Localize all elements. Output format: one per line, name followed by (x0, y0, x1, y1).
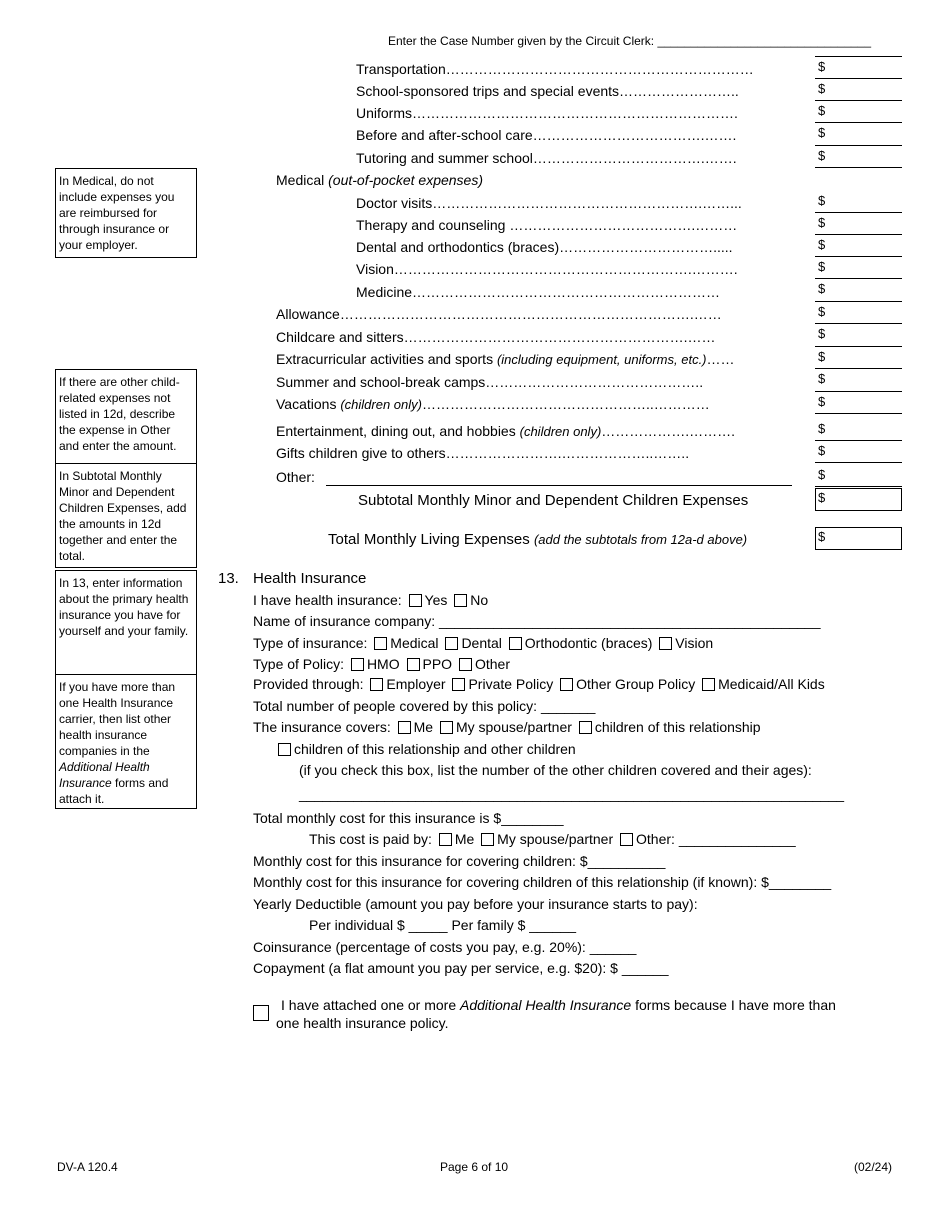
children-note: (if you check this box, list the number of the other children covered and their ages): (299, 762, 812, 778)
therapy-label: Therapy and counseling ………………………………….……… (356, 217, 738, 233)
insurance-company-row (253, 613, 821, 629)
policy-hmo-checkbox[interactable] (351, 658, 364, 671)
other-dollar: $ (818, 467, 826, 482)
provided-medicaid-label: Medicaid/All Kids (718, 676, 825, 692)
attached-forms-checkbox[interactable] (253, 1005, 269, 1021)
summer-camps-label: Summer and school-break camps……………………………………….. (276, 374, 704, 390)
total-label (328, 531, 747, 548)
school-trips-label: School-sponsored trips and special events…………………….. (356, 83, 739, 99)
case-number-line (388, 34, 871, 48)
entertainment-amount-field[interactable] (815, 440, 902, 441)
cost-children-row (253, 853, 665, 869)
childcare-label: Childcare and sitters…………………………………………………….…… (276, 329, 716, 345)
gifts-dollar: $ (818, 443, 826, 458)
form-id: DV-A 120.4 (57, 1160, 118, 1174)
amount-top-rule (815, 56, 902, 57)
entertainment-text: Entertainment, dining out, and hobbies (276, 423, 516, 439)
policy-type-row (253, 656, 510, 672)
per-individual-field[interactable]: _____ (408, 917, 448, 933)
paid-other-field[interactable]: _______________ (678, 831, 796, 847)
transportation-label: Transportation………………………………………………………… (356, 61, 754, 77)
total-dollar: $ (818, 529, 826, 544)
allowance-amount-field[interactable] (815, 323, 902, 324)
deductible-row (309, 917, 576, 933)
type-dental-checkbox[interactable] (445, 637, 458, 650)
copayment-label: Copayment (a flat amount you pay per service, e.g. $20): $ (253, 960, 618, 976)
policy-type-label: Type of Policy: (253, 656, 345, 672)
type-medical-label: Medical (390, 635, 439, 651)
extracurricular-label (276, 351, 735, 367)
subtotal-amount-box[interactable] (815, 488, 902, 511)
have-insurance-no-checkbox[interactable] (454, 594, 467, 607)
other-label: Other: (276, 469, 315, 485)
copayment-row (253, 960, 669, 976)
vision-dollar: $ (818, 259, 826, 274)
vacations-label (276, 396, 710, 412)
school-trips-amount-field[interactable] (815, 100, 902, 101)
vacations-dollar: $ (818, 394, 826, 409)
revision-date: (02/24) (854, 1160, 893, 1174)
covers-other-children-row (275, 741, 576, 757)
medical-heading-text: Medical (276, 172, 325, 188)
doctor-dollar: $ (818, 193, 826, 208)
attached-forms-line2: one health insurance policy. (276, 1015, 449, 1031)
dental-amount-field[interactable] (815, 256, 902, 257)
paid-other-checkbox[interactable] (620, 833, 633, 846)
vacations-amount-field[interactable] (815, 413, 902, 414)
uniforms-amount-field[interactable] (815, 122, 902, 123)
provided-through-row (253, 676, 825, 692)
coinsurance-label: Coinsurance (percentage of costs you pay, e.g. 20%): (253, 939, 586, 955)
total-label-text: Total Monthly Living Expenses (328, 531, 530, 548)
vacations-dots: …………………………………………..………… (422, 396, 710, 412)
case-number-label: Enter the Case Number given by the Circuit Clerk: (388, 34, 655, 48)
covers-children-relationship-label: children of this relationship (594, 719, 761, 735)
entertainment-note: (children only) (519, 424, 602, 439)
tutoring-dollar: $ (818, 148, 826, 163)
medicine-amount-field[interactable] (815, 301, 902, 302)
provided-employer-label: Employer (386, 676, 446, 692)
provided-private-checkbox[interactable] (452, 678, 465, 691)
gifts-amount-field[interactable] (815, 462, 902, 463)
before-after-care-label: Before and after-school care……………………………….……. (356, 127, 737, 143)
insurance-covers-label: The insurance covers: (253, 719, 391, 735)
before-after-amount-field[interactable] (815, 145, 902, 146)
coinsurance-field[interactable]: ______ (589, 939, 637, 955)
allowance-label: Allowance………………………………………………………………….…… (276, 306, 722, 322)
covers-other-children-checkbox[interactable] (278, 743, 291, 756)
insurance-company-field[interactable]: _________________________________________________ (438, 613, 821, 629)
summer-amount-field[interactable] (815, 391, 902, 392)
medical-heading-note: (out-of-pocket expenses) (328, 172, 483, 188)
paid-other-label: Other: (636, 831, 675, 847)
attached-forms-text-b: forms because I have more than (635, 997, 836, 1013)
other-instructions: If there are other child-related expenses not listed in 12d, describe the expense in Other and enter the amount. (55, 369, 197, 464)
medical-instructions: In Medical, do not include expenses you are reimbursed for through insurance or your employer. (55, 168, 197, 258)
cost-children-label: Monthly cost for this insurance for covering children: $ (253, 853, 588, 869)
type-vision-checkbox[interactable] (659, 637, 672, 650)
policy-ppo-checkbox[interactable] (407, 658, 420, 671)
monthly-cost-field[interactable]: ________ (501, 810, 564, 826)
entertainment-dots: ……………….………. (601, 423, 736, 439)
case-number-field[interactable]: ________________________________ (657, 34, 872, 48)
doctor-visits-label: Doctor visits………………………………………………….……... (356, 195, 742, 211)
extracurricular-note: (including equipment, uniforms, etc.) (496, 352, 707, 367)
policy-other-checkbox[interactable] (459, 658, 472, 671)
covers-spouse-checkbox[interactable] (440, 721, 453, 734)
section-number: 13. (218, 570, 239, 587)
provided-group-label: Other Group Policy (576, 676, 696, 692)
deductible-label: Yearly Deductible (amount you pay before your insurance starts to pay): (253, 896, 698, 912)
per-individual-label: Per individual $ (309, 917, 405, 933)
type-orthodontic-checkbox[interactable] (509, 637, 522, 650)
extracurricular-text: Extracurricular activities and sports (276, 351, 494, 367)
dental-label: Dental and orthodontics (braces)……………………………..... (356, 239, 733, 255)
type-dental-label: Dental (461, 635, 502, 651)
have-insurance-yes-checkbox[interactable] (409, 594, 422, 607)
copayment-field[interactable]: ______ (621, 960, 669, 976)
subtotal-label: Subtotal Monthly Minor and Dependent Children Expenses (358, 492, 749, 509)
vacations-text: Vacations (276, 396, 337, 412)
transportation-amount-field[interactable] (815, 78, 902, 79)
attached-forms-text-em: Additional Health Insurance (460, 997, 632, 1013)
covers-me-label: Me (413, 719, 434, 735)
total-label-note: (add the subtotals from 12a-d above) (533, 532, 748, 547)
gifts-label: Gifts children give to others…………………….………………..…….. (276, 445, 690, 461)
paid-by-label: This cost is paid by: (309, 831, 432, 847)
vision-label: Vision……………………………………………………….………. (356, 261, 738, 277)
vision-amount-field[interactable] (815, 278, 902, 279)
policy-ppo-label: PPO (422, 656, 453, 672)
have-insurance-row (253, 592, 488, 608)
covers-children-relationship-checkbox[interactable] (579, 721, 592, 734)
uniforms-label: Uniforms……………………………………………………………. (356, 105, 738, 121)
have-insurance-yes-label: Yes (424, 592, 448, 608)
transportation-dollar: $ (818, 59, 826, 74)
have-insurance-no-label: No (470, 592, 489, 608)
summer-dollar: $ (818, 371, 826, 386)
policy-other-label: Other (474, 656, 510, 672)
paid-me-checkbox[interactable] (439, 833, 452, 846)
dental-dollar: $ (818, 237, 826, 252)
subtotal-instructions: In Subtotal Monthly Minor and Dependent Children Expenses, add the amounts in 12d together and enter the total. (55, 464, 197, 568)
medicine-label: Medicine………………………………………………………… (356, 284, 721, 300)
cost-relationship-field[interactable]: ________ (768, 874, 832, 890)
section-title: Health Insurance (253, 570, 367, 587)
people-covered-row (253, 698, 595, 714)
total-amount-box[interactable] (815, 527, 902, 550)
people-covered-field[interactable]: _______ (540, 698, 596, 714)
have-insurance-label: I have health insurance: (253, 592, 402, 608)
type-orthodontic-label: Orthodontic (braces) (524, 635, 653, 651)
vacations-note: (children only) (340, 397, 422, 412)
section13-instructions: In 13, enter information about the primary health insurance you have for yourself and your family. (55, 570, 197, 675)
allowance-dollar: $ (818, 304, 826, 319)
per-family-field[interactable]: ______ (529, 917, 576, 933)
page-number: Page 6 of 10 (440, 1160, 509, 1174)
entertainment-label (276, 423, 735, 439)
subtotal-dollar: $ (818, 490, 826, 505)
uniforms-dollar: $ (818, 103, 826, 118)
therapy-amount-field[interactable] (815, 234, 902, 235)
provided-through-label: Provided through: (253, 676, 364, 692)
entertainment-dollar: $ (818, 421, 826, 436)
monthly-cost-row (253, 810, 564, 826)
cost-children-field[interactable]: __________ (587, 853, 666, 869)
coinsurance-row (253, 939, 636, 955)
additional-insurance-note-a: If you have more than one Health Insurance carrier, then list other health insurance companies in the (59, 680, 176, 758)
tutoring-amount-field[interactable] (815, 167, 902, 168)
additional-insurance-note-em: Additional Health Insurance (59, 760, 150, 790)
covers-spouse-label: My spouse/partner (455, 719, 572, 735)
insurance-type-label: Type of insurance: (253, 635, 368, 651)
people-covered-label: Total number of people covered by this policy: (253, 698, 538, 714)
provided-employer-checkbox[interactable] (370, 678, 383, 691)
provided-medicaid-checkbox[interactable] (702, 678, 715, 691)
per-family-label: Per family $ (451, 917, 526, 933)
doctor-amount-field[interactable] (815, 212, 902, 213)
extracurricular-dots: …… (706, 351, 735, 367)
before-after-dollar: $ (818, 125, 826, 140)
insurance-company-label: Name of insurance company: (253, 613, 436, 629)
provided-private-label: Private Policy (468, 676, 554, 692)
childcare-amount-field[interactable] (815, 346, 902, 347)
additional-insurance-note-b: forms and attach it. (59, 776, 169, 806)
tutoring-label: Tutoring and summer school……………………………….……. (356, 150, 737, 166)
additional-insurance-instructions (55, 675, 197, 809)
paid-spouse-label: My spouse/partner (497, 831, 614, 847)
childcare-dollar: $ (818, 326, 826, 341)
attached-forms-text-a: I have attached one or more (281, 997, 457, 1013)
therapy-dollar: $ (818, 215, 826, 230)
medicine-dollar: $ (818, 281, 826, 296)
insurance-type-row (253, 635, 713, 651)
monthly-cost-label: Total monthly cost for this insurance is $ (253, 810, 502, 826)
cost-relationship-label: Monthly cost for this insurance for covering children of this relationship (if known): $ (253, 874, 769, 890)
extracurricular-dollar: $ (818, 349, 826, 364)
policy-hmo-label: HMO (366, 656, 400, 672)
other-description-field[interactable] (326, 485, 792, 486)
paid-by-row (309, 831, 796, 847)
provided-group-checkbox[interactable] (560, 678, 573, 691)
paid-spouse-checkbox[interactable] (481, 833, 494, 846)
attached-forms-line1 (281, 997, 836, 1013)
other-children-field[interactable]: ______________________________________________________________________ (299, 786, 845, 802)
covers-me-checkbox[interactable] (398, 721, 411, 734)
type-vision-label: Vision (675, 635, 714, 651)
medical-heading (276, 172, 483, 188)
extracurricular-amount-field[interactable] (815, 368, 902, 369)
covers-other-children-label: children of this relationship and other children (294, 741, 576, 757)
other-amount-field[interactable] (815, 486, 902, 487)
cost-relationship-row (253, 874, 831, 890)
insurance-covers-row (253, 719, 761, 735)
type-medical-checkbox[interactable] (374, 637, 387, 650)
paid-me-label: Me (454, 831, 475, 847)
school-trips-dollar: $ (818, 81, 826, 96)
